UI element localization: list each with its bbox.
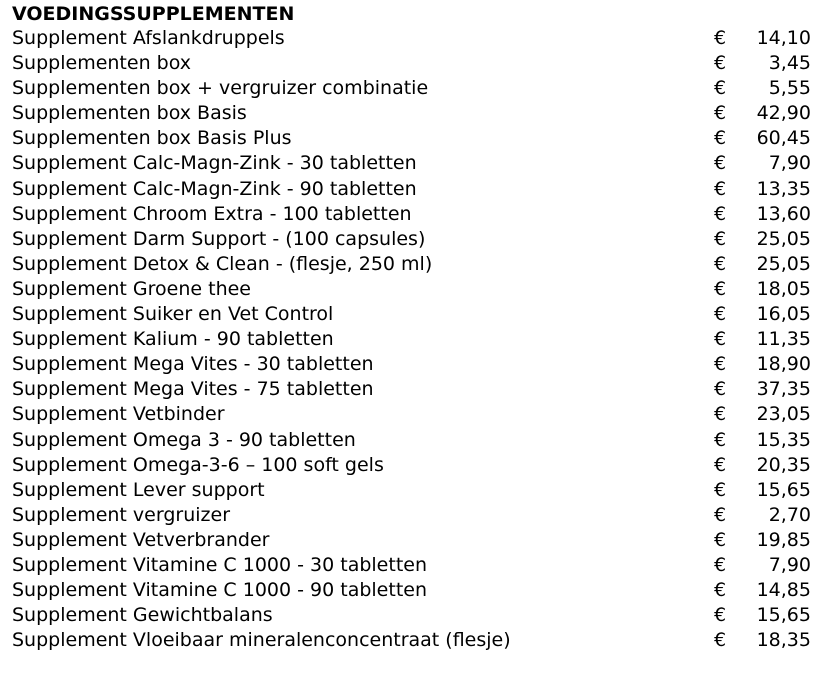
currency-symbol: € [714,453,727,476]
product-name: Supplement Lever support [12,478,265,501]
product-name: Supplement Chroom Extra - 100 tabletten [12,202,412,225]
price-list-row [12,352,817,377]
price-list-row [12,402,817,427]
price-list-row [12,603,817,628]
product-name: Supplement Afslankdruppels [12,27,285,49]
product-price: 18,35 [756,629,811,652]
price-list-row [12,503,817,528]
price-list-row [12,26,817,51]
price-list-row [12,478,817,503]
section-title: VOEDINGSSUPPLEMENTEN [12,3,295,25]
product-price: 18,90 [756,353,811,376]
currency-symbol: € [714,579,727,602]
price-list-row [12,327,817,352]
product-price: 7,90 [768,152,811,175]
product-name: Supplement Gewichtbalans [12,604,273,627]
product-price: 14,85 [756,579,811,602]
product-name: Supplement Mega Vites - 30 tabletten [12,353,374,376]
product-name: Supplement Detox & Clean - (flesje, 250 ml) [12,252,433,275]
currency-symbol: € [714,553,727,576]
currency-symbol: € [714,403,727,426]
product-price: 60,45 [756,127,811,150]
product-price: 5,55 [768,77,811,100]
price-list-row [12,277,817,302]
product-name: Supplement Vitamine C 1000 - 90 tabletten [12,579,427,602]
product-price: 14,10 [756,27,811,49]
price-list-rows [12,26,817,653]
product-price: 13,35 [756,177,811,200]
price-list-row [12,553,817,578]
product-price: 7,90 [768,553,811,576]
currency-symbol: € [714,102,727,125]
currency-symbol: € [714,227,727,250]
price-list-row [12,126,817,151]
product-price: 15,65 [756,478,811,501]
product-price: 11,35 [756,328,811,351]
product-name: Supplement Darm Support - (100 capsules) [12,227,426,250]
product-name: Supplement Vetbinder [12,403,225,426]
product-name: Supplementen box [12,52,191,75]
product-name: Supplement Vitamine C 1000 - 30 tabletten [12,553,427,576]
product-price: 19,85 [756,528,811,551]
product-name: Supplementen box Basis Plus [12,127,292,150]
product-price: 25,05 [756,252,811,275]
product-name: Supplement Calc-Magn-Zink - 30 tabletten [12,152,417,175]
product-name: Supplement Kalium - 90 tabletten [12,328,334,351]
price-list-row [12,377,817,402]
price-list-row [12,101,817,126]
currency-symbol: € [714,77,727,100]
product-name: Supplement Suiker en Vet Control [12,303,334,326]
product-price: 15,65 [756,604,811,627]
product-name: Supplement Vetverbrander [12,528,270,551]
currency-symbol: € [714,177,727,200]
price-list-row [12,628,817,653]
currency-symbol: € [714,52,727,75]
price-list-row [12,76,817,101]
product-price: 18,05 [756,277,811,300]
price-list-row [12,227,817,252]
price-list-row [12,302,817,327]
currency-symbol: € [714,27,727,49]
product-name: Supplement Omega 3 - 90 tabletten [12,428,356,451]
currency-symbol: € [714,252,727,275]
currency-symbol: € [714,629,727,652]
currency-symbol: € [714,378,727,401]
currency-symbol: € [714,503,727,526]
product-name: Supplementen box + vergruizer combinatie [12,77,429,100]
currency-symbol: € [714,127,727,150]
currency-symbol: € [714,277,727,300]
product-price: 37,35 [756,378,811,401]
product-price: 16,05 [756,303,811,326]
product-name: Supplement Vloeibaar mineralenconcentraat (flesje) [12,629,511,652]
product-price: 25,05 [756,227,811,250]
product-name: Supplement Omega-3-6 – 100 soft gels [12,453,384,476]
product-name: Supplement vergruizer [12,503,230,526]
currency-symbol: € [714,152,727,175]
currency-symbol: € [714,478,727,501]
product-price: 15,35 [756,428,811,451]
currency-symbol: € [714,202,727,225]
price-list [12,3,817,653]
currency-symbol: € [714,428,727,451]
product-name: Supplementen box Basis [12,102,247,125]
product-name: Supplement Groene thee [12,277,251,300]
price-list-row [12,578,817,603]
price-list-row [12,51,817,76]
currency-symbol: € [714,528,727,551]
product-price: 23,05 [756,403,811,426]
product-name: Supplement Calc-Magn-Zink - 90 tabletten [12,177,417,200]
price-list-row [12,453,817,478]
price-list-row [12,528,817,553]
price-list-row [12,428,817,453]
currency-symbol: € [714,303,727,326]
price-list-row [12,252,817,277]
product-price: 42,90 [756,102,811,125]
product-price: 2,70 [768,503,811,526]
product-price: 3,45 [768,52,811,75]
currency-symbol: € [714,328,727,351]
product-name: Supplement Mega Vites - 75 tabletten [12,378,374,401]
price-list-row [12,202,817,227]
price-list-row [12,177,817,202]
product-price: 13,60 [756,202,811,225]
currency-symbol: € [714,353,727,376]
price-list-row [12,151,817,176]
product-price: 20,35 [756,453,811,476]
currency-symbol: € [714,604,727,627]
